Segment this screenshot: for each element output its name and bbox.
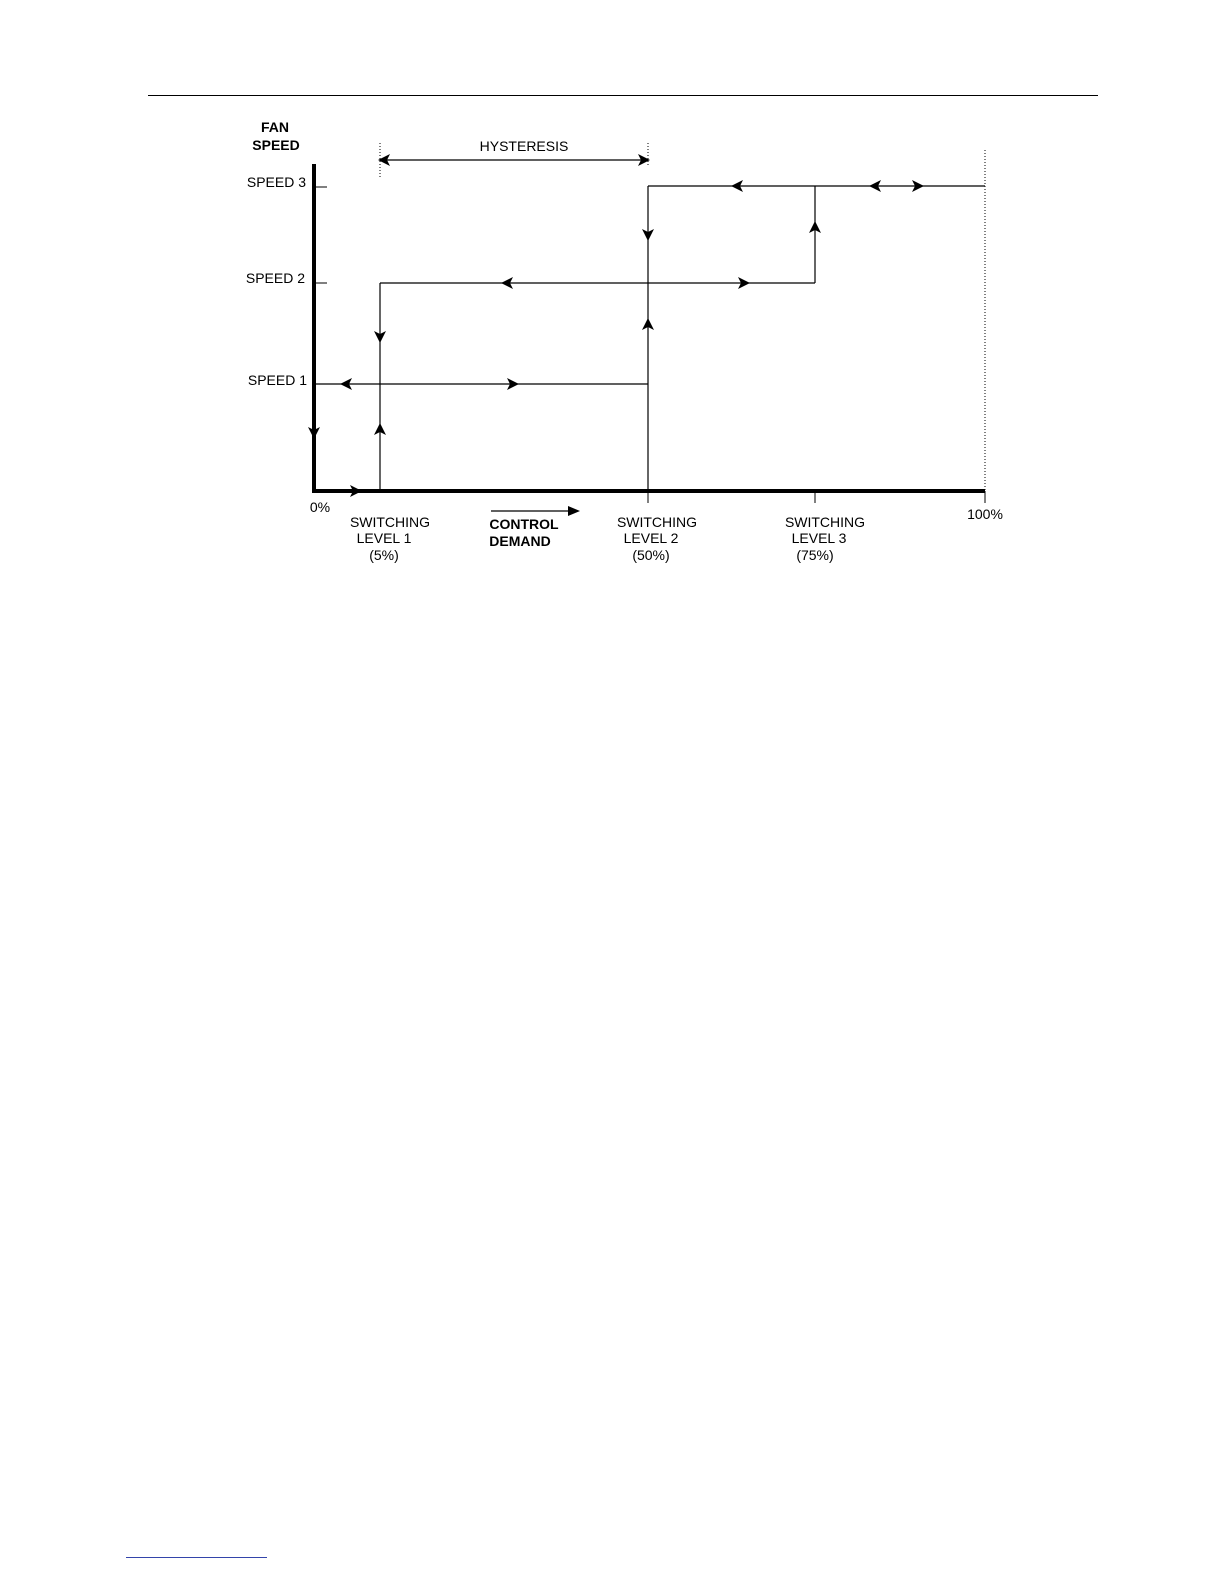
hysteresis-label: HYSTERESIS <box>479 138 569 154</box>
control-demand-line-2: DEMAND <box>489 533 551 549</box>
switching-level-2-line-2: LEVEL 2 <box>623 530 679 546</box>
switching-level-2-line-1: SWITCHING <box>616 514 698 530</box>
end-label: 100% <box>967 506 1003 522</box>
switching-level-3-line-1: SWITCHING <box>784 514 866 530</box>
control-demand-line-1: CONTROL <box>489 516 559 532</box>
switching-level-1-line-2: LEVEL 1 <box>356 530 412 546</box>
switching-level-2-line-3: (50%) <box>632 547 670 563</box>
switching-level-1-line-3: (5%) <box>369 547 399 563</box>
y-axis-label-line-1: FAN <box>261 119 289 135</box>
y-axis-label-line-2: SPEED <box>252 137 300 153</box>
switching-level-1-line-1: SWITCHING <box>349 514 431 530</box>
speed-3-label: SPEED 3 <box>246 174 306 190</box>
speed-1-label: SPEED 1 <box>247 372 307 388</box>
switching-level-3-line-3: (75%) <box>796 547 834 563</box>
origin-label: 0% <box>309 499 331 515</box>
speed-2-label: SPEED 2 <box>245 270 305 286</box>
switching-level-3-line-2: LEVEL 3 <box>791 530 847 546</box>
control-demand-arrowhead <box>568 506 580 516</box>
fan-speed-hysteresis-diagram <box>0 0 1224 620</box>
footer-rule <box>126 1557 267 1558</box>
